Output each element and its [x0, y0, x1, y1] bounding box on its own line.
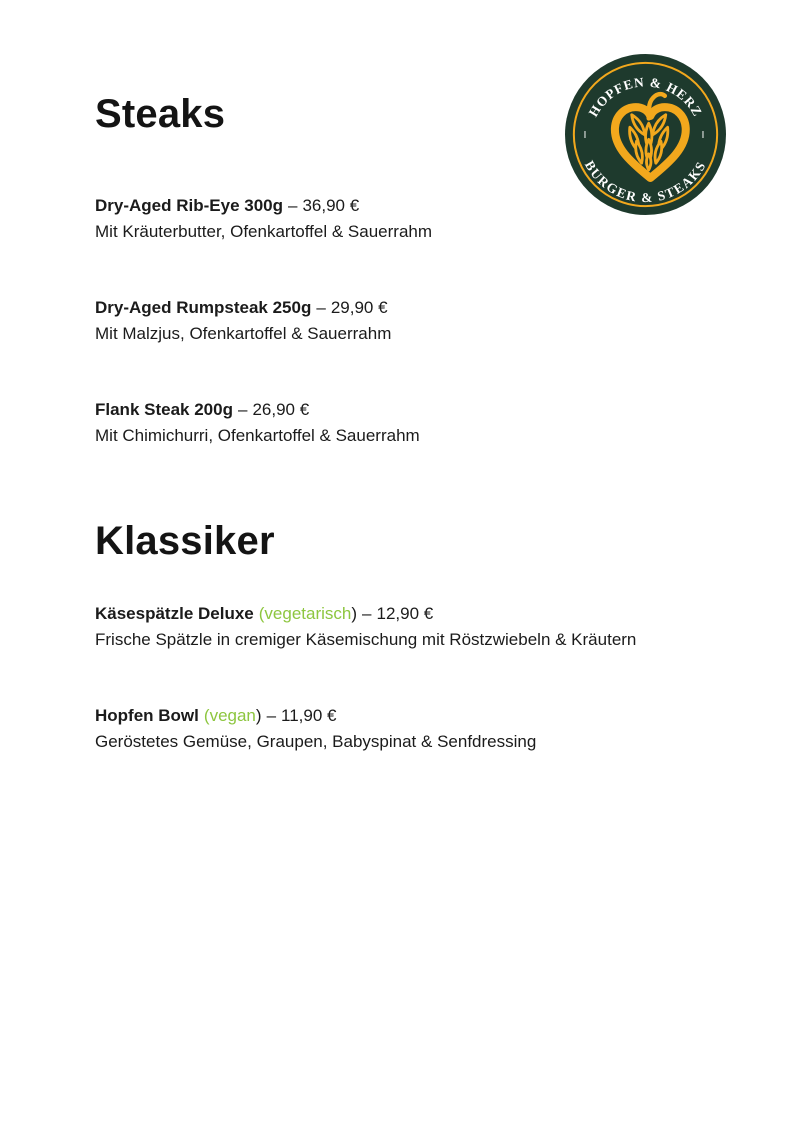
diet-close-paren: ) [351, 604, 358, 623]
logo-bottom-text: BURGER & STEAKS [581, 157, 710, 206]
menu-item [95, 703, 715, 755]
item-title [95, 397, 715, 423]
item-description: Mit Kräuterbutter, Ofenkartoffel & Sauerrahm [95, 222, 433, 241]
item-name: Dry-Aged Rumpsteak 250g [95, 298, 312, 317]
menu-item [95, 601, 715, 653]
price-separator: – [237, 400, 248, 419]
item-title [95, 295, 715, 321]
price-separator: – [288, 196, 298, 215]
section-title-steaks: Steaks [95, 92, 226, 136]
menu-item [95, 295, 715, 347]
item-title [95, 193, 715, 219]
diet-text: vegan [209, 706, 256, 725]
diet-open-paren: ( [258, 604, 265, 623]
menu-item [95, 397, 715, 449]
diet-label [204, 706, 256, 725]
logo-top-text: HOPFEN & HERZ [585, 74, 706, 120]
item-price: 26,90 € [252, 400, 310, 419]
item-description: Frische Spätzle in cremiger Käsemischung mit Röstzwiebeln & Kräutern [95, 630, 637, 649]
item-name: Hopfen Bowl [95, 706, 199, 725]
restaurant-logo [565, 54, 726, 215]
item-price: 36,90 € [302, 196, 360, 215]
price-separator: – [266, 706, 277, 725]
menu-item [95, 193, 715, 245]
diet-open-paren: ( [203, 706, 210, 725]
section-title-klassiker: Klassiker [95, 519, 275, 563]
item-price: 12,90 € [376, 604, 434, 623]
price-separator: – [362, 604, 372, 623]
item-title [95, 703, 715, 729]
item-name: Flank Steak 200g [95, 400, 233, 419]
diet-label [259, 604, 352, 623]
item-description: Geröstetes Gemüse, Graupen, Babyspinat & Senfdressing [95, 732, 537, 751]
price-separator: – [316, 298, 326, 317]
diet-close-paren: ) [255, 706, 262, 725]
item-title [95, 601, 715, 627]
logo-left-dash: – [579, 131, 595, 138]
item-description: Mit Malzjus, Ofenkartoffel & Sauerrahm [95, 324, 392, 343]
item-price: 11,90 € [281, 706, 337, 725]
diet-text: vegetarisch [264, 604, 352, 623]
item-price: 29,90 € [330, 298, 388, 317]
logo-right-dash: – [696, 131, 712, 138]
item-name: Käsespätzle Deluxe [95, 604, 254, 623]
logo-badge [565, 54, 726, 215]
item-name: Dry-Aged Rib-Eye 300g [95, 196, 283, 215]
item-description: Mit Chimichurri, Ofenkartoffel & Sauerrahm [95, 426, 420, 445]
